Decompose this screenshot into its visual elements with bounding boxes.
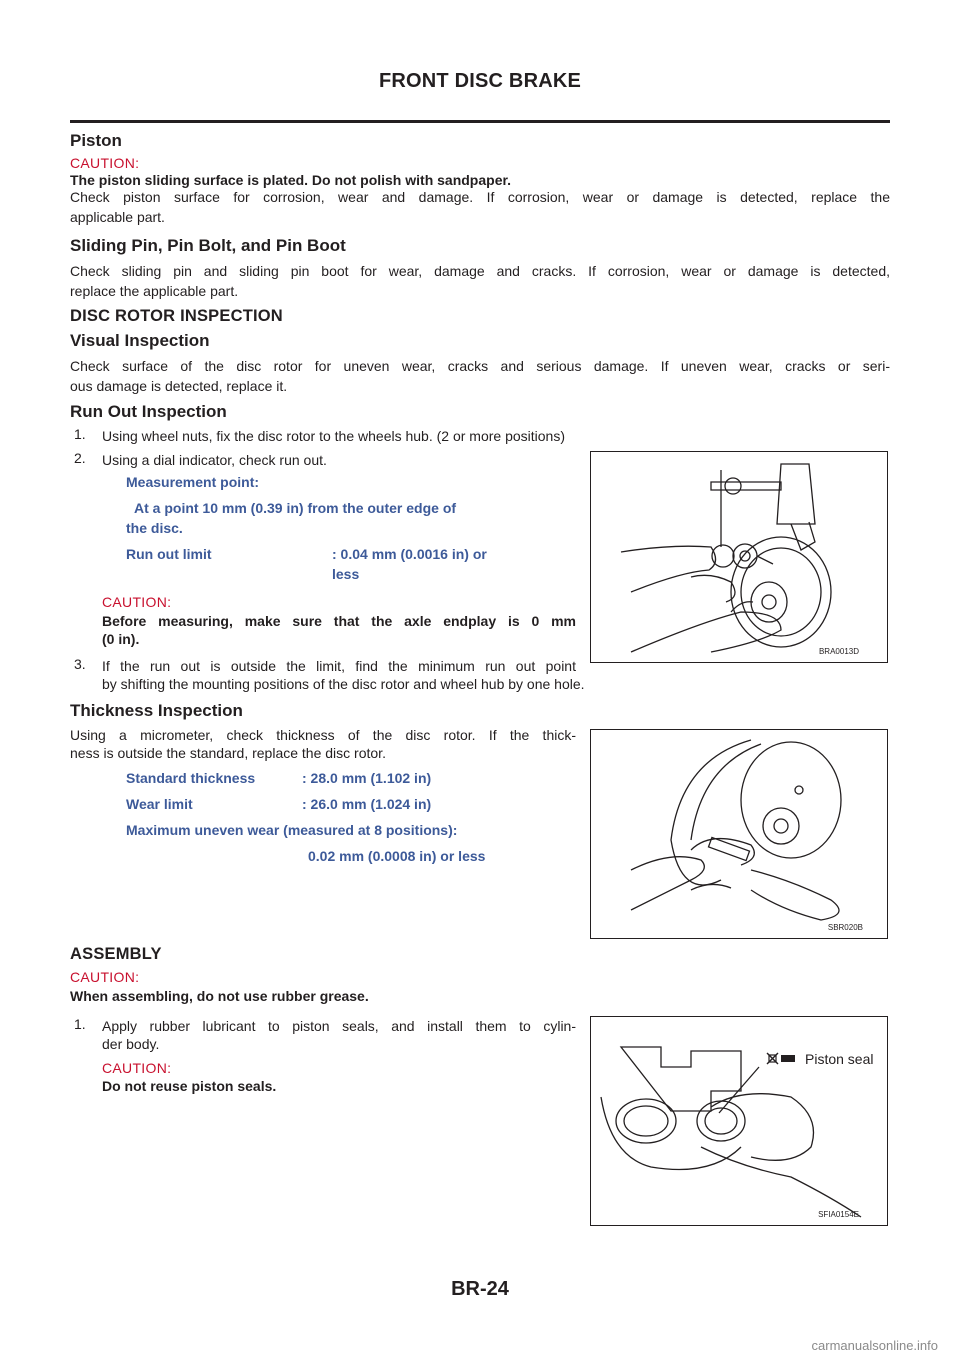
spec-label: Wear limit <box>126 796 193 812</box>
caution-text: When assembling, do not use rubber grease. <box>70 988 369 1004</box>
caution-text: (0 in). <box>102 631 140 647</box>
caution-label: CAUTION: <box>70 969 140 985</box>
paragraph: applicable part. <box>70 209 165 225</box>
spec-label: Standard thickness <box>126 770 256 786</box>
section-heading-piston: Piston <box>70 131 122 150</box>
step-number: 2. <box>74 450 86 466</box>
step-number: 1. <box>74 1016 86 1032</box>
figure-code: SBR020B <box>827 923 863 932</box>
figure-code: SFIA0154E <box>818 1210 859 1219</box>
spec-value: the disc. <box>126 520 183 536</box>
caution-text: Do not reuse piston seals. <box>102 1078 277 1094</box>
step-number: 3. <box>74 656 86 672</box>
step-text: Using a dial indicator, check run out. <box>102 452 327 468</box>
watermark: carmanualsonline.info <box>811 1338 938 1353</box>
figure-label: Piston seal <box>805 1051 874 1067</box>
step-text: by shifting the mounting positions of the disc rotor and wheel hub by one hole. <box>102 676 585 692</box>
paragraph: ous damage is detected, replace it. <box>70 378 288 394</box>
caution-text: Before measuring, make sure that the axle endplay is 0 mm <box>102 613 576 629</box>
caution-label: CAUTION: <box>102 1060 172 1076</box>
figure-dial-indicator <box>590 451 888 663</box>
spec-label: Maximum uneven wear (measured at 8 positions): <box>126 822 458 838</box>
section-heading-assembly: ASSEMBLY <box>70 945 162 963</box>
paragraph: replace the applicable part. <box>70 283 239 299</box>
section-heading-thickness: Thickness Inspection <box>70 701 243 720</box>
figure-micrometer <box>590 729 888 939</box>
figure-piston-seal <box>590 1016 888 1226</box>
step-text: Apply rubber lubricant to piston seals, and install them to cylin- <box>102 1018 576 1034</box>
header-rule <box>70 120 890 123</box>
section-heading-sliding-pin: Sliding Pin, Pin Bolt, and Pin Boot <box>70 236 346 255</box>
spec-value: At a point 10 mm (0.39 in) from the outer edge of <box>134 500 457 516</box>
caution-text: The piston sliding surface is plated. Do not polish with sandpaper. <box>70 172 512 188</box>
spec-label: Measurement point: <box>126 474 260 490</box>
paragraph: Check surface of the disc rotor for uneven wear, cracks and serious damage. If uneven wear, cracks or seri- <box>70 358 890 374</box>
spec-value: : 28.0 mm (1.102 in) <box>302 770 432 786</box>
section-heading-runout: Run Out Inspection <box>70 402 227 421</box>
spec-value: : 26.0 mm (1.024 in) <box>302 796 432 812</box>
paragraph: Check sliding pin and sliding pin boot for wear, damage and cracks. If corrosion, wear or damage is detected, <box>70 263 890 279</box>
paragraph: ness is outside the standard, replace the disc rotor. <box>70 745 386 761</box>
step-text: Using wheel nuts, fix the disc rotor to the wheels hub. (2 or more positions) <box>102 428 565 444</box>
dial-indicator-illustration <box>591 452 887 662</box>
caution-label: CAUTION: <box>102 594 172 610</box>
micrometer-illustration <box>591 730 887 938</box>
seal-marker-icon <box>767 1053 795 1064</box>
page-title: FRONT DISC BRAKE <box>378 70 582 92</box>
spec-value: 0.02 mm (0.0008 in) or less <box>308 848 486 864</box>
step-text: der body. <box>102 1036 160 1052</box>
paragraph: Check piston surface for corrosion, wear and damage. If corrosion, wear or damage is detected, replace the <box>70 189 890 205</box>
section-heading-visual: Visual Inspection <box>70 331 210 350</box>
spec-value: less <box>332 566 360 582</box>
paragraph: Using a micrometer, check thickness of the disc rotor. If the thick- <box>70 727 576 743</box>
caution-label: CAUTION: <box>70 155 140 171</box>
page-number: BR-24 <box>451 1278 509 1300</box>
step-text: If the run out is outside the limit, find the minimum run out point <box>102 658 576 674</box>
figure-code: BRA0013D <box>818 647 859 656</box>
piston-seal-illustration <box>591 1017 887 1225</box>
spec-label: Run out limit <box>126 546 212 562</box>
section-heading-disc-rotor: DISC ROTOR INSPECTION <box>70 307 283 325</box>
step-number: 1. <box>74 426 86 442</box>
spec-value: : 0.04 mm (0.0016 in) or <box>332 546 487 562</box>
